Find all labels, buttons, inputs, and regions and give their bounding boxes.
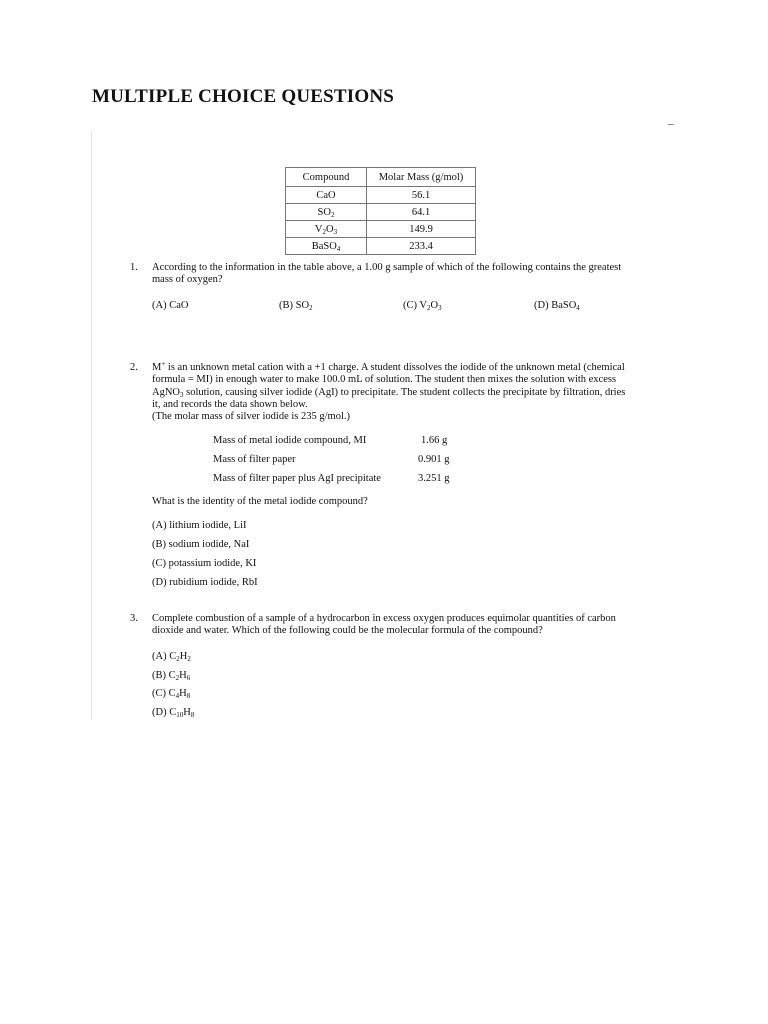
q2-option-c[interactable]: (C) potassium iodide, KI: [152, 558, 257, 569]
q1-option-a[interactable]: (A) CaO: [152, 300, 189, 311]
q2-option-a[interactable]: (A) lithium iodide, LiI: [152, 520, 247, 531]
table-header-row: [286, 168, 476, 187]
table-cell-mass: 64.1: [367, 204, 476, 221]
q3-option-a[interactable]: (A) $C_2H_2$: [152, 651, 191, 663]
table-row: [286, 238, 476, 255]
table-cell-compound: BaSO$_4$: [286, 238, 367, 255]
table-cell-compound: CaO: [286, 187, 367, 204]
q3-option-b[interactable]: (B) $C_2H_6$: [152, 670, 191, 682]
data-label: Mass of filter paper plus AgI precipitate: [213, 473, 381, 484]
q3-option-c[interactable]: (C) $C_4H_8$: [152, 688, 191, 700]
table-row: [286, 187, 476, 204]
data-value: 3.251 g: [418, 473, 450, 484]
margin-dash: –: [668, 116, 674, 130]
question-text: M+ is an unknown metal cation with a +1 charge. A student dissolves the iodide of the unknown metal (chemical formula = MI) in enough water to make 100.0 mL of solution. The student then mixes the solution with excess AgNO$_3$ solution, causing silver iodide (AgI) to precipitate. The student collects the precipitate by filtration, dries it, and records the data shown below. (The molar mass of silver iodide is 235 g/mol.): [152, 360, 626, 423]
table-cell-compound: $V_2O_3$: [286, 221, 367, 238]
table-header-molar-mass: Molar Mass (g/mol): [367, 168, 476, 187]
table-row: [286, 221, 476, 238]
data-value: 1.66 g: [421, 435, 448, 446]
scan-edge-divider: [91, 130, 92, 720]
table-cell-mass: 149.9: [367, 221, 476, 238]
question-text: According to the information in the table above, a 1.00 g sample of which of the following contains the greatest mass of oxygen?: [152, 262, 622, 286]
question-number: 1.: [130, 262, 138, 273]
page-title: MULTIPLE CHOICE QUESTIONS: [92, 86, 395, 107]
data-label: Mass of metal iodide compound, MI: [213, 435, 367, 446]
data-label: Mass of filter paper: [213, 454, 296, 465]
table-cell-compound: $SO_2$: [286, 204, 367, 221]
q1-option-c[interactable]: (C) $V_2O_3$: [403, 300, 442, 312]
table-row: [286, 204, 476, 221]
table-header-compound: Compound: [286, 168, 367, 187]
q1-option-d[interactable]: (D) BaSO$_4$: [534, 300, 580, 312]
q2-prompt: What is the identity of the metal iodide compound?: [152, 496, 368, 507]
q3-option-d[interactable]: (D) $C_{10}H_8$: [152, 707, 195, 719]
question-number: 2.: [130, 362, 138, 373]
table-cell-mass: 56.1: [367, 187, 476, 204]
question-text: Complete combustion of a sample of a hydrocarbon in excess oxygen produces equimolar quantities of carbon dioxide and water. Which of the following could be the molecular formula of the compound?: [152, 613, 616, 637]
data-value: 0.901 g: [418, 454, 450, 465]
question-number: 3.: [130, 613, 138, 624]
molar-mass-table: [285, 167, 476, 255]
q1-option-b[interactable]: (B) $SO_2$: [279, 300, 313, 312]
q2-option-b[interactable]: (B) sodium iodide, NaI: [152, 539, 250, 550]
q2-option-d[interactable]: (D) rubidium iodide, RbI: [152, 577, 258, 588]
table-cell-mass: 233.4: [367, 238, 476, 255]
